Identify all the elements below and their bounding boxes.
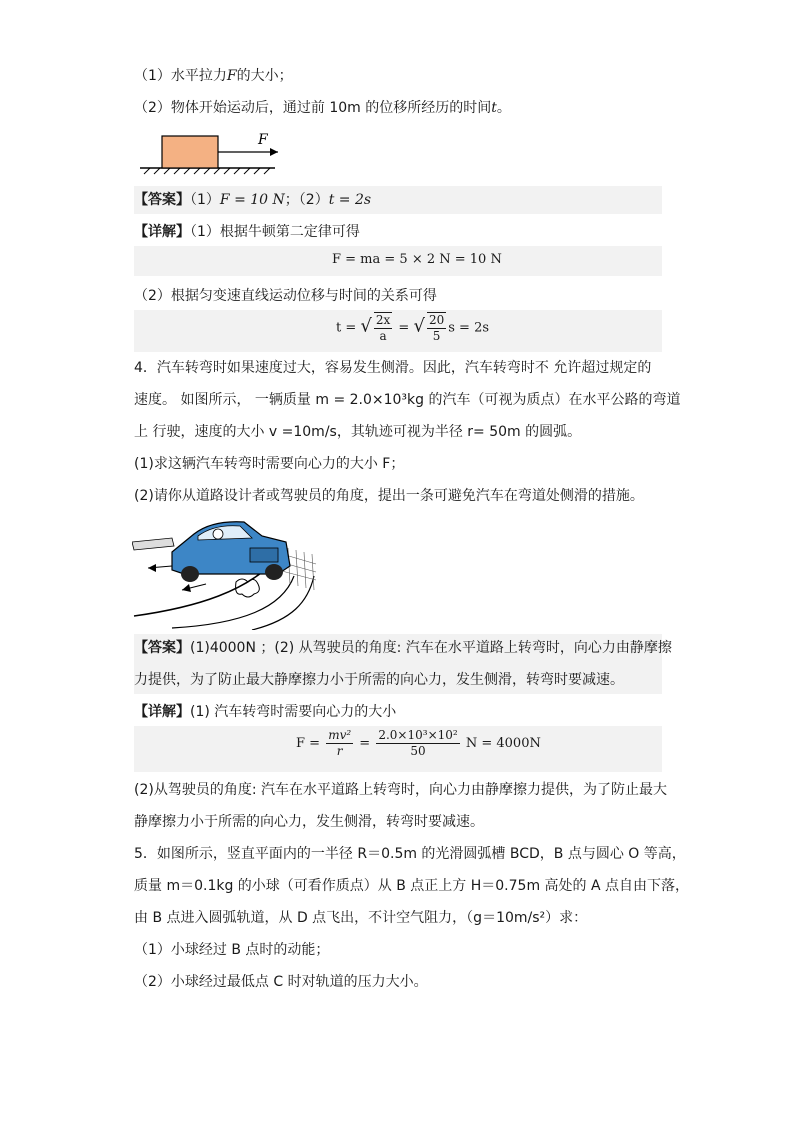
q4-eq-lhs: F = [296,736,321,751]
q3-detail-tag: 【详解】 [134,224,190,240]
q3-part2 [134,98,511,118]
q4-eq-rhs: N = 4000N [465,736,541,751]
q3-equation-1: F = ma = 5 × 2 N = 10 N [332,252,502,267]
arrow-left-1-icon [148,564,156,572]
q3-eq2-num2: 20 [428,313,445,327]
q4-eq-mid: = [359,736,371,751]
q4-answer-line-2: 力提供，为了防止最大静摩擦力小于所需的向心力，发生侧滑，转弯时要减速。 [134,672,624,688]
sqrt-icon: √ [360,315,372,337]
q3-eq2-lhs: t = [336,320,357,336]
q3-eq2-frac1 [374,312,392,344]
guard-rail [132,538,174,550]
road-edge-mid [172,576,294,628]
q5-line-2: 质量 m＝0.1kg 的小球（可看作质点）从 B 点正上方 H＝0.75m 高处的 A 点自由下落， [134,878,690,894]
q3-part2-var: t [491,100,497,116]
force-label: F [258,132,268,148]
driver-head [213,529,223,539]
q4-eq-frac2 [376,728,459,759]
q4-answer-tag: 【答案】 [134,640,190,656]
road-edge-outer [252,576,314,630]
q3-answer [134,190,371,210]
q3-eq2-frac2 [427,312,446,344]
q4-eq-num1: mv² [328,728,352,742]
q4-detail-2-line-2: 静摩擦力小于所需的向心力，发生侧滑，转弯时要减速。 [134,814,484,830]
q3-answer-tag: 【答案】 [134,192,190,208]
wheel-rear [265,564,283,580]
q5-line-3: 由 B 点进入圆弧轨道，从 D 点飞出，不计空气阻力，（g＝10m/s²）求： [134,910,588,926]
q3-equation-2 [336,312,489,344]
q3-answer-1-eq: F = 10 N [219,192,285,208]
car-curve-figure [132,512,322,630]
sqrt-icon: √ [413,315,425,337]
q4-line-3: 上 行驶，速度的大小 v =10m/s，其轨迹可视为半径 r= 50m 的圆弧。 [134,424,582,440]
q3-answer-2-eq: t = 2s [328,192,372,208]
block [162,136,218,168]
q3-detail-1 [134,222,360,242]
q4-eq-den1: r [336,744,343,758]
car-rear [250,548,278,562]
q4-eq-frac1 [326,728,353,759]
q3-answer-1: （1） [190,192,220,208]
q4-eq-num2: 2.0×10³×10² [378,728,458,742]
q4-sub-2: (2)请你从道路设计者或驾驶员的角度，提出一条可避免汽车在弯道处侧滑的措施。 [134,488,644,504]
q3-part1-var: F [226,68,237,84]
q3-eq2-mid: = [398,320,410,336]
q4-detail-1-text: (1) 汽车转弯时需要向心力的大小 [190,704,397,720]
q4-detail-1 [134,702,396,722]
car [172,522,290,582]
q5-sub-2: （2）小球经过最低点 C 时对轨道的压力大小。 [134,974,428,990]
smoke [236,579,260,597]
force-arrowhead-icon [270,148,278,156]
q4-eq-den2: 50 [410,744,426,758]
q3-eq2-den2: 5 [432,329,441,343]
q3-eq2-den1: a [379,329,387,343]
q5-line-1: 5．如图所示，竖直平面内的一半径 R＝0.5m 的光滑圆弧槽 BCD，B 点与圆心 O 等高， [134,846,686,862]
q3-answer-sep: ；（2） [284,192,329,208]
q4-detail-2-line-1: (2)从驾驶员的角度: 汽车在水平道路上转弯时，向心力由静摩擦力提供，为了防止最大 [134,782,667,798]
q4-answer-line-1 [134,638,672,658]
block-force-figure [140,128,300,180]
q5-sub-1: （1）小球经过 B 点时的动能； [134,942,330,958]
q3-part1-end: 的大小； [236,68,293,84]
q3-eq2-num1: 2x [375,313,391,327]
arrow-left-2-icon [182,584,191,592]
q4-detail-tag: 【详解】 [134,704,190,720]
q3-detail-1-text: （1）根据牛顿第二定律可得 [190,224,360,240]
q3-eq2-rhs: s = 2s [448,320,490,336]
q3-part2-end: 。 [496,100,511,116]
q3-part1 [134,66,293,86]
wheel-front [181,566,199,582]
q3-part2-text: （2）物体开始运动后，通过前 10m 的位移所经历的时间 [134,100,492,116]
q4-line-1: 4．汽车转弯时如果速度过大，容易发生侧滑。因此，汽车转弯时不 允许超过规定的 [134,360,652,376]
q4-sub-1: (1)求这辆汽车转弯时需要向心力的大小 F； [134,456,405,472]
ground-hatching [144,168,270,174]
q4-answer-line-1-text: (1)4000N ；(2) 从驾驶员的角度: 汽车在水平道路上转弯时，向心力由静摩擦 [190,640,672,656]
q3-part1-text: （1）水平拉力 [134,68,227,84]
q3-detail-2: （2）根据匀变速直线运动位移与时间的关系可得 [134,288,437,304]
q4-equation [296,728,541,759]
q4-line-2: 速度。 如图所示， 一辆质量 m = 2.0×10³kg 的汽车（可视为质点）在水平公路的弯道 [134,392,681,408]
